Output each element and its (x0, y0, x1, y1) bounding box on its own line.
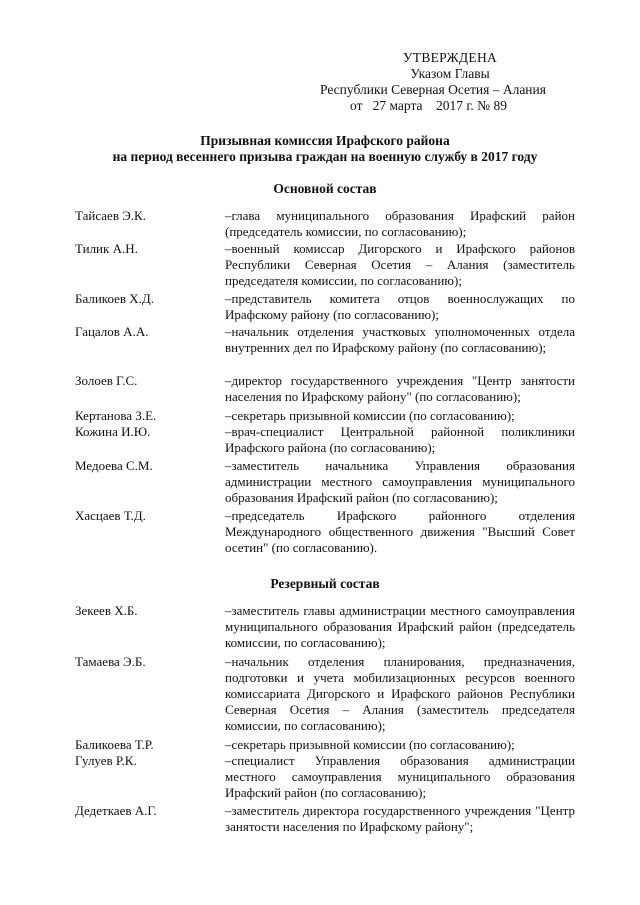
member-row (75, 654, 575, 737)
title-line-2: на период весеннего призыва граждан на военную службу в 2017 году (112, 149, 538, 164)
member-name: Баликоев Х.Д. (75, 291, 155, 306)
approval-line-3: Республики Северная Осетия – Алания (320, 82, 546, 97)
member-role: –начальник отделения участковых уполномоченных отдела внутренних дел по Ирафскому району (по согласованию); (225, 324, 575, 355)
main-section-heading: Основной состав (273, 181, 377, 196)
member-row (75, 424, 575, 458)
reserve-section-heading: Резервный состав (270, 576, 380, 591)
member-name: Баликоева Т.Р. (75, 737, 154, 752)
member-role: –представитель комитета отцов военнослужащих по Ирафскому району (по согласованию); (225, 291, 575, 322)
member-role: –заместитель начальника Управления образования администрации местного самоуправления муниципального образования Ирафский район (по согласованию); (225, 458, 575, 505)
member-role: –заместитель главы администрации местного самоуправления муниципального образования Ирафский район (председатель комиссии, по согласованию); (225, 603, 575, 650)
member-role: –секретарь призывной комиссии (по согласованию); (225, 408, 515, 423)
approval-line-2: Указом Главы (410, 66, 490, 81)
member-name: Хасцаев Т.Д. (75, 508, 146, 523)
member-row (75, 508, 575, 558)
member-role: –заместитель директора государственного учреждения "Центр занятости населения по Ирафскому району"; (225, 803, 575, 834)
member-row (75, 408, 575, 424)
member-name: Дедеткаев А.Г. (75, 803, 157, 818)
reserve-members-list (75, 603, 575, 837)
member-row (75, 803, 575, 837)
member-name: Тайсаев Э.К. (75, 208, 146, 223)
member-role: –секретарь призывной комиссии (по согласованию); (225, 737, 515, 752)
member-name: Золоев Г.С. (75, 373, 138, 388)
member-name: Зекеев Х.Б. (75, 603, 138, 618)
approval-stamp (320, 50, 580, 114)
document-title (60, 133, 590, 165)
member-role: –врач-специалист Центральной районной поликлиники Ирафского района (по согласованию); (225, 424, 575, 455)
approval-line-4: от 27 марта 2017 г. № 89 (350, 98, 507, 113)
member-row (75, 208, 575, 241)
member-row (75, 603, 575, 654)
member-row (75, 737, 575, 753)
member-role: –председатель Ирафского районного отделения Международного общественного движения "Высший Совет осетин" (по согласованию). (225, 508, 575, 555)
member-name: Тамаева Э.Б. (75, 654, 146, 669)
member-role: –начальник отделения планирования, предназначения, подготовки и учета мобилизационных ресурсов военного комиссариата Дигорского и Ирафского районов Республики Северная Осетия – Алания (заместитель председателя комиссии, по согласованию); (225, 654, 575, 733)
member-row (75, 241, 575, 291)
member-name: Кожина И.Ю. (75, 424, 151, 439)
member-role: –директор государственного учреждения "Центр занятости населения по Ирафскому району" (по согласованию); (225, 373, 575, 404)
member-name: Тилик А.Н. (75, 241, 138, 256)
member-name: Гацалов А.А. (75, 324, 149, 339)
member-row (75, 291, 575, 324)
member-row (75, 753, 575, 803)
member-role: –специалист Управления образования администрации местного самоуправления муниципального образования Ирафский район (по согласованию); (225, 753, 575, 800)
member-role: –военный комиссар Дигорского и Ирафского районов Республики Северная Осетия – Алания (заместитель председателя комиссии, по согласованию); (225, 241, 575, 288)
member-name: Гулуев Р.К. (75, 753, 137, 768)
member-row (75, 324, 575, 373)
approval-line-1: УТВЕРЖДЕНА (402, 50, 498, 65)
title-line-1: Призывная комиссия Ирафского района (200, 133, 450, 148)
member-role: –глава муниципального образования Ирафский район (председатель комиссии, по согласованию); (225, 208, 575, 239)
member-row (75, 373, 575, 408)
main-members-list (75, 208, 575, 558)
member-name: Кертанова З.Е. (75, 408, 157, 423)
member-name: Медоева С.М. (75, 458, 153, 473)
member-row (75, 458, 575, 508)
